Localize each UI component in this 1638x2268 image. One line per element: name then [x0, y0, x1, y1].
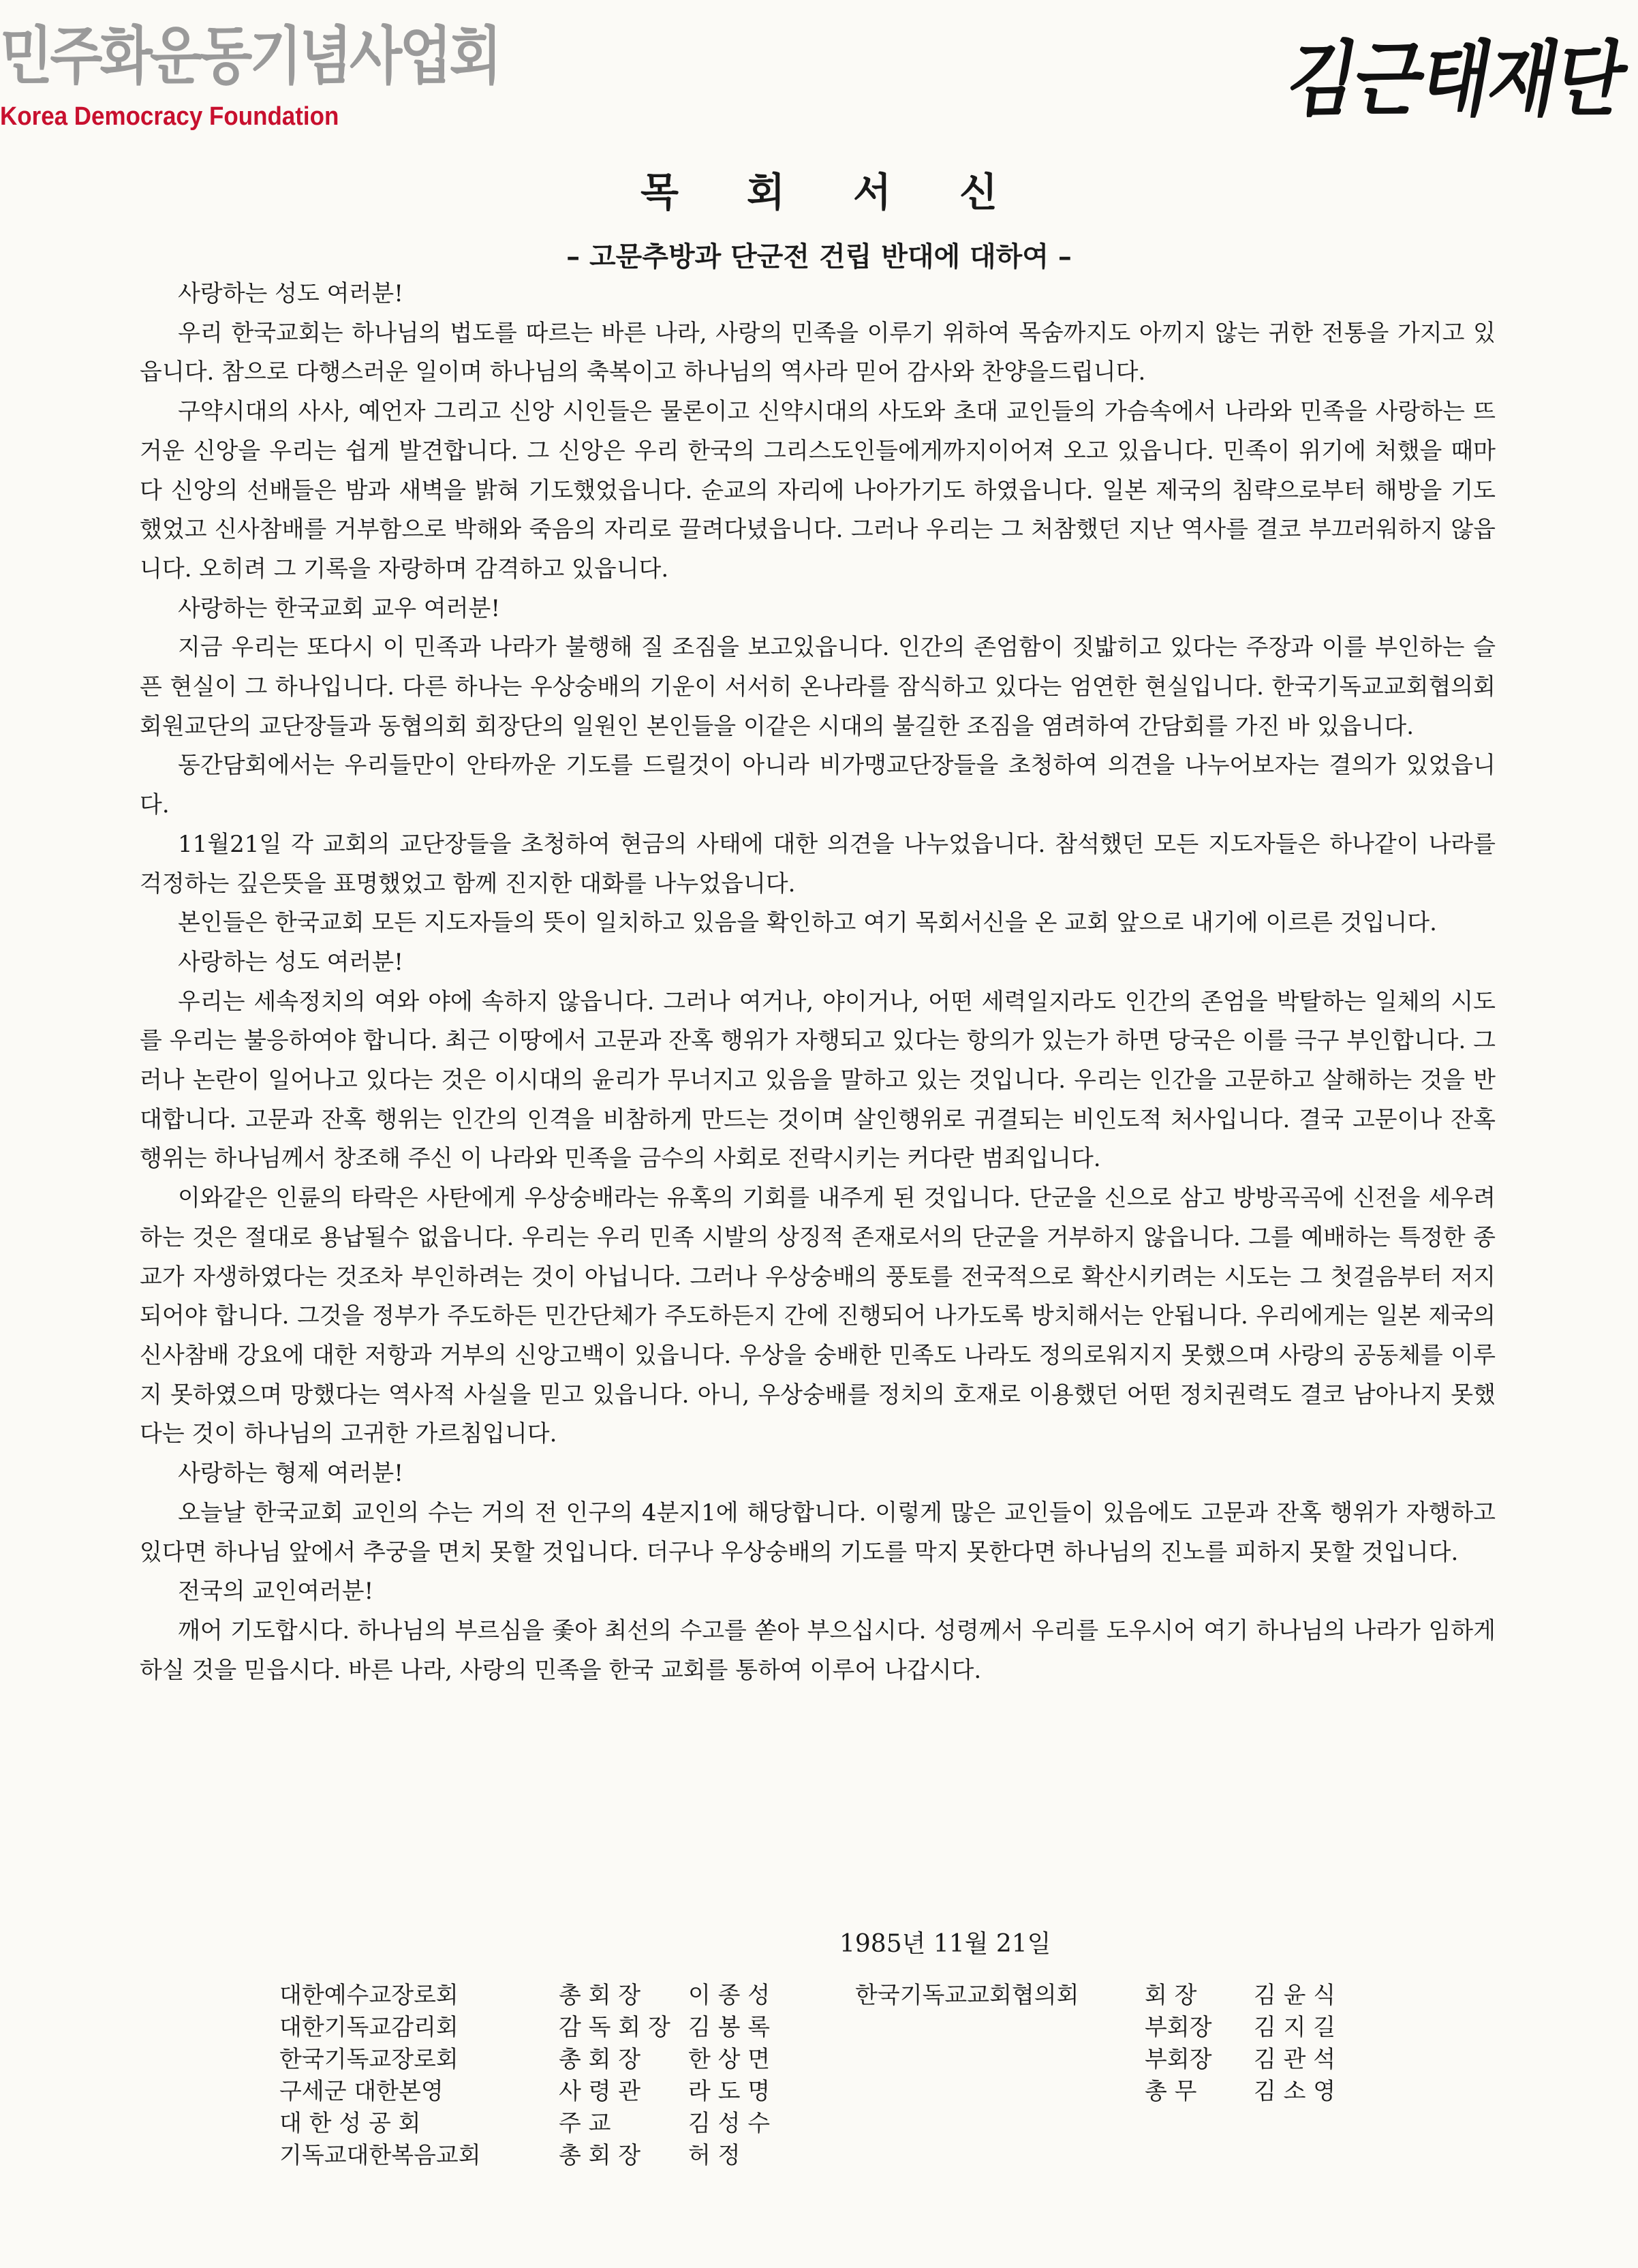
signatory-row	[1145, 1980, 1363, 2012]
greeting: 사랑하는 성도 여러분!	[178, 948, 403, 976]
signatory-name: 김 봉 록	[688, 2014, 771, 2041]
greeting: 사랑하는 한국교회 교우 여러분!	[178, 594, 501, 622]
signatory-name: 한 상 면	[688, 2046, 771, 2073]
signatory-row	[1145, 2044, 1363, 2076]
greeting: 사랑하는 형제 여러분!	[178, 1460, 403, 1488]
greeting: 사랑하는 성도 여러분!	[178, 280, 403, 307]
signatories-right	[1145, 1980, 1363, 2108]
signatory-row	[1145, 2012, 1363, 2044]
letter-body	[140, 275, 1496, 1690]
document-title: 목회서신	[640, 169, 1066, 215]
signatory-row	[279, 2140, 797, 2172]
signatory-name: 김 지 길	[1254, 2014, 1336, 2041]
signatory-row	[279, 1980, 797, 2012]
signatory-position: 회 장	[1145, 1982, 1197, 2009]
paragraph: 본인들은 한국교회 모든 지도자들의 뜻이 일치하고 있음을 확인하고 여기 목회서신을 온 교회 앞으로 내기에 이르른 것입니다.	[178, 909, 1437, 937]
signatory-position: 총 무	[1145, 2078, 1197, 2105]
paragraph: 지금 우리는 또다시 이 민족과 나라가 불행해 질 조짐을 보고있읍니다. 인간의 존엄함이 짓밟히고 있다는 주장과 이를 부인하는 슬픈 현실이 그 하나입니다. 다른 하나는 우상숭배의 기운이 서서히 온나라를 잠식하고 있다는 엄연한 현실입니다. 한국기독교교회협의회 회원교단의 교단장들과 동협의회 회장단의 일원인 본인들을 이같은 시대의 불길한 조짐을 염려하여 간담회를 가진 바 있읍니다.	[140, 634, 1496, 740]
signatory-org: 대한예수교장로회	[279, 1982, 459, 2009]
signatory-name: 김 소 영	[1254, 2078, 1336, 2105]
signatory-position: 부회장	[1145, 2046, 1212, 2073]
signatory-org: 대 한 성 공 회	[279, 2110, 421, 2137]
paragraph: 오늘날 한국교회 교인의 수는 거의 전 인구의 4분지1에 해당합니다. 이렇게 많은 교인들이 있음에도 고문과 잔혹 행위가 자행하고 있다면 하나님 앞에서 추궁을 면치 못할 것입니다. 더구나 우상숭배의 기도를 막지 못한다면 하나님의 진노를 피하지 못할 것입니다.	[140, 1499, 1496, 1566]
signatory-row	[279, 2044, 797, 2076]
signatory-org: 구세군 대한본영	[279, 2078, 444, 2105]
signatory-row	[279, 2108, 797, 2140]
paragraph: 우리는 세속정치의 여와 야에 속하지 않읍니다. 그러나 여거나, 야이거나, 어떤 세력일지라도 인간의 존엄을 박탈하는 일체의 시도를 우리는 불응하여야 합니다. 최근 이땅에서 고문과 잔혹 행위가 자행되고 있다는 항의가 있는가 하면 당국은 이를 극구 부인합니다. 그러나 논란이 일어나고 있다는 것은 이시대의 윤리가 무너지고 있음을 말하고 있는 것입니다. 우리는 인간을 고문하고 살해하는 것을 반대합니다. 고문과 잔혹 행위는 인간의 인격을 비참하게 만드는 것이며 살인행위로 귀결되는 비인도적 처사입니다. 결국 고문이나 잔혹 행위는 하나님께서 창조해 주신 이 나라와 민족을 금수의 사회로 전락시키는 커다란 범죄입니다.	[140, 987, 1496, 1173]
paragraph: 구약시대의 사사, 예언자 그리고 신앙 시인들은 물론이고 신약시대의 사도와 초대 교인들의 가슴속에서 나라와 민족을 사랑하는 뜨거운 신앙을 우리는 쉽게 발견합니다. 그 신앙은 우리 한국의 그리스도인들에게까지이어져 오고 있읍니다. 민족이 위기에 처했을 때마다 신앙의 선배들은 밤과 새벽을 밝혀 기도했었읍니다. 순교의 자리에 나아가기도 하였읍니다. 일본 제국의 침략으로부터 해방을 기도했었고 신사참배를 거부함으로 박해와 죽음의 자리로 끌려다녔읍니다. 그러나 우리는 그 처참했던 지난 역사를 결코 부끄러워하지 않읍니다. 오히려 그 기록을 자랑하며 감격하고 있읍니다.	[140, 398, 1496, 583]
document-subtitle: – 고문추방과 단군전 건립 반대에 대하여 –	[566, 241, 1072, 273]
signatory-position: 총 회 장	[559, 2046, 641, 2073]
signatory-row	[279, 2076, 797, 2108]
signatory-position: 총 회 장	[559, 2142, 641, 2169]
signatory-name: 김 관 석	[1254, 2046, 1336, 2073]
signatory-position: 감 독 회 장	[559, 2014, 670, 2041]
signatory-name: 김 윤 식	[1254, 1982, 1336, 2009]
signatory-org: 기독교대한복음교회	[279, 2142, 481, 2169]
signatory-row	[1145, 2076, 1363, 2108]
signatory-council-org: 한국기독교교회협의회	[855, 1982, 1079, 2009]
signatory-name: 김 성 수	[688, 2110, 771, 2137]
signatory-org: 대한기독교감리회	[279, 2014, 459, 2041]
watermark-foundation-stamp: 김근태재단	[1280, 31, 1633, 127]
signatory-position: 부회장	[1145, 2014, 1212, 2041]
greeting: 전국의 교인여러분!	[178, 1578, 374, 1606]
signatory-position: 사 령 관	[559, 2078, 641, 2105]
signatory-name: 라 도 명	[688, 2078, 771, 2105]
signatory-name: 허 정	[688, 2142, 741, 2169]
watermark-korean-logo: 민주화운동기념사업회	[0, 19, 499, 93]
paragraph: 동간담회에서는 우리들만이 안타까운 기도를 드릴것이 아니라 비가맹교단장들을 초청하여 의견을 나누어보자는 결의가 있었읍니다.	[140, 752, 1496, 819]
watermark-english-logo: Korea Democracy Foundation	[0, 102, 339, 131]
paragraph: 이와같은 인륜의 타락은 사탄에게 우상숭배라는 유혹의 기회를 내주게 된 것입니다. 단군을 신으로 삼고 방방곡곡에 신전을 세우려 하는 것은 절대로 용납될수 없읍니다. 우리는 우리 민족 시발의 상징적 존재로서의 단군을 거부하지 않읍니다. 그를 예배하는 특정한 종교가 자생하였다는 것조차 부인하려는 것이 아닙니다. 그러나 우상숭배의 풍토를 전국적으로 확산시키려는 시도는 그 첫걸음부터 저지되어야 합니다. 그것을 정부가 주도하든 민간단체가 주도하든지 간에 진행되어 나가도록 방치해서는 안됩니다. 우리에게는 일본 제국의 신사참배 강요에 대한 저항과 거부의 신앙고백이 있읍니다. 우상을 숭배한 민족도 나라도 정의로워지지 못했으며 사랑의 공동체를 이루지 못하였으며 망했다는 역사적 사실을 믿고 있읍니다. 아니, 우상숭배를 정치의 호재로 이용했던 어떤 정치권력도 결코 남아나지 못했다는 것이 하나님의 고귀한 가르침입니다.	[140, 1184, 1496, 1448]
signatory-name: 이 종 성	[688, 1982, 771, 2009]
paragraph: 11월21일 각 교회의 교단장들을 초청하여 현금의 사태에 대한 의견을 나누었읍니다. 참석했던 모든 지도자들은 하나같이 나라를 걱정하는 깊은뜻을 표명했었고 함께 진지한 대화를 나누었읍니다.	[140, 830, 1496, 898]
signatory-org: 한국기독교장로회	[279, 2046, 459, 2073]
signatory-row	[279, 2012, 797, 2044]
paragraph: 깨어 기도합시다. 하나님의 부르심을 좇아 최선의 수고를 쏟아 부으십시다. 성령께서 우리를 도우시어 여기 하나님의 나라가 임하게 하실 것을 믿읍시다. 바른 나라, 사랑의 민족을 한국 교회를 통하여 이루어 나갑시다.	[140, 1616, 1496, 1684]
signatory-position: 주 교	[559, 2110, 611, 2137]
letter-date: 1985년 11월 21일	[839, 1930, 1051, 1958]
signatory-position: 총 회 장	[559, 1982, 641, 2009]
signatories-left	[279, 1980, 797, 2172]
paragraph: 우리 한국교회는 하나님의 법도를 따르는 바른 나라, 사랑의 민족을 이루기 위하여 목숨까지도 아끼지 않는 귀한 전통을 가지고 있읍니다. 참으로 다행스러운 일이며 하나님의 축복이고 하나님의 역사라 믿어 감사와 찬양을드립니다.	[140, 319, 1496, 386]
